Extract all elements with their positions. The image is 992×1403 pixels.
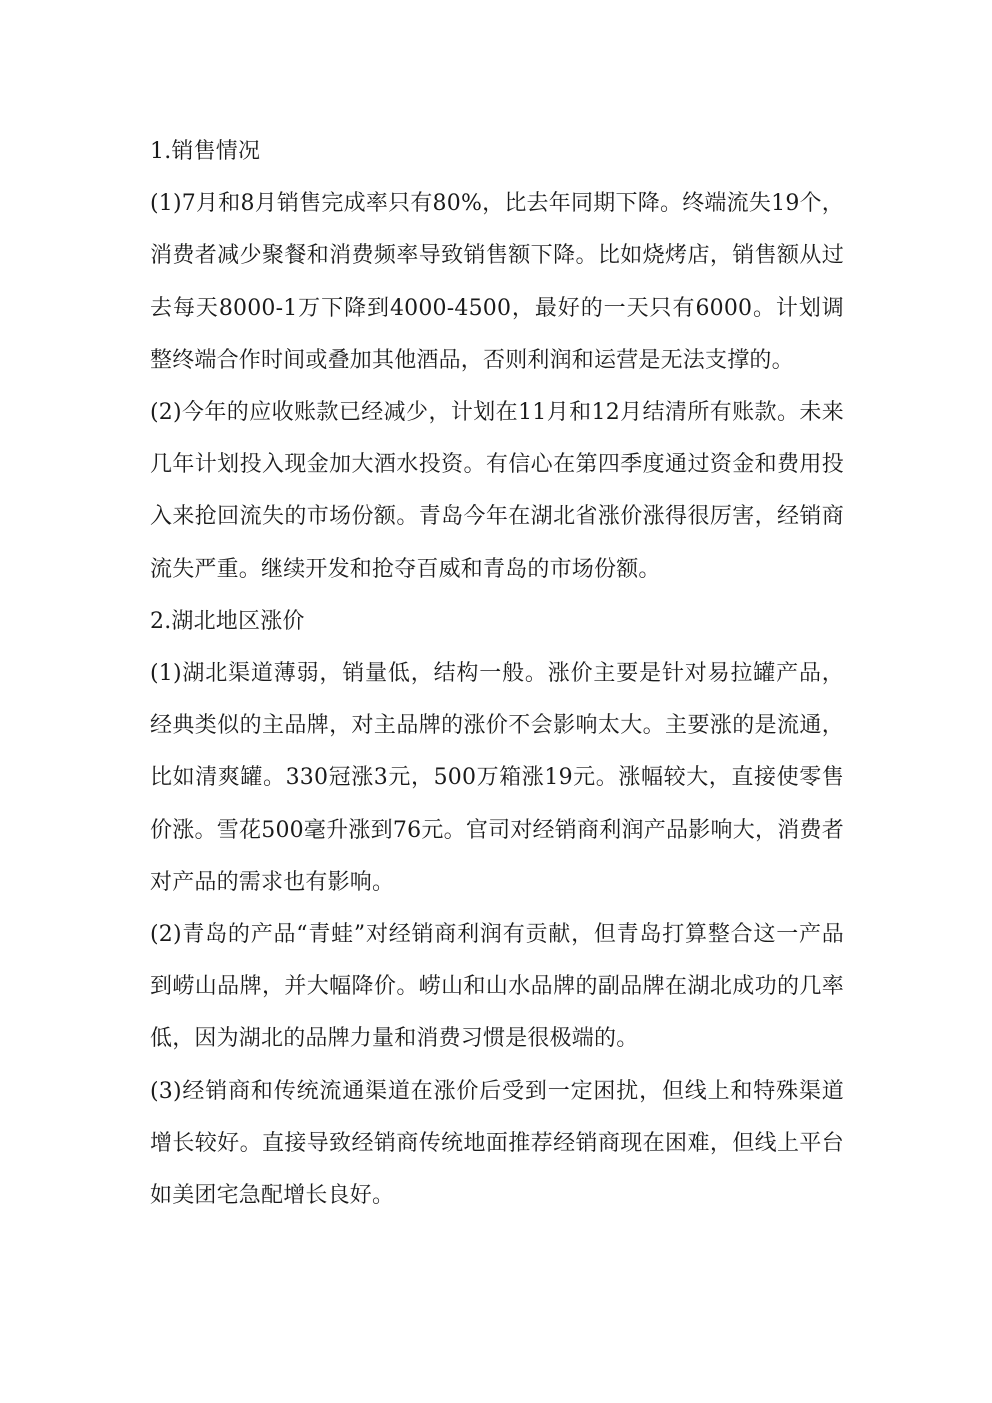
paragraph-sales-item-2: (2)今年的应收账款已经减少，计划在11月和12月结清所有账款。未来几年计划投入现金加大酒水投资。有信心在第四季度通过资金和费用投入来抢回流失的市场份额。青岛今年在湖北省涨价涨得很厉害，经销商流失严重。继续开发和抢夺百威和青岛的市场份额。 xyxy=(150,400,844,582)
section-heading-sales: 1.销售情况 xyxy=(150,139,261,164)
paragraph-hubei-item-3: (3)经销商和传统流通渠道在涨价后受到一定困扰，但线上和特殊渠道增长较好。直接导致经销商传统地面推荐经销商现在困难，但线上平台如美团宅急配增长良好。 xyxy=(150,1078,844,1209)
paragraph-sales-item-1: (1)7月和8月销售完成率只有80%，比去年同期下降。终端流失19个，消费者减少聚餐和消费频率导致销售额下降。比如烧烤店，销售额从过去每天8000-1万下降到4000-4500，最好的一天只有6000。计划调整终端合作时间或叠加其他酒品，否则利润和运营是无法支撑的。 xyxy=(150,191,844,373)
document-body xyxy=(150,126,844,1222)
paragraph-hubei-item-2: (2)青岛的产品“青蛙”对经销商利润有贡献，但青岛打算整合这一产品到崂山品牌，并大幅降价。崂山和山水品牌的副品牌在湖北成功的几率低，因为湖北的品牌力量和消费习惯是很极端的。 xyxy=(150,922,844,1052)
paragraph-hubei-item-1: (1)湖北渠道薄弱，销量低，结构一般。涨价主要是针对易拉罐产品，经典类似的主品牌，对主品牌的涨价不会影响太大。主要涨的是流通，比如清爽罐。330冠涨3元，500万箱涨19元。涨幅较大，直接使零售价涨。雪花500毫升涨到76元。官司对经销商利润产品影响大，消费者对产品的需求也有影响。 xyxy=(150,661,844,895)
section-heading-hubei-price-increase: 2.湖北地区涨价 xyxy=(150,608,305,634)
